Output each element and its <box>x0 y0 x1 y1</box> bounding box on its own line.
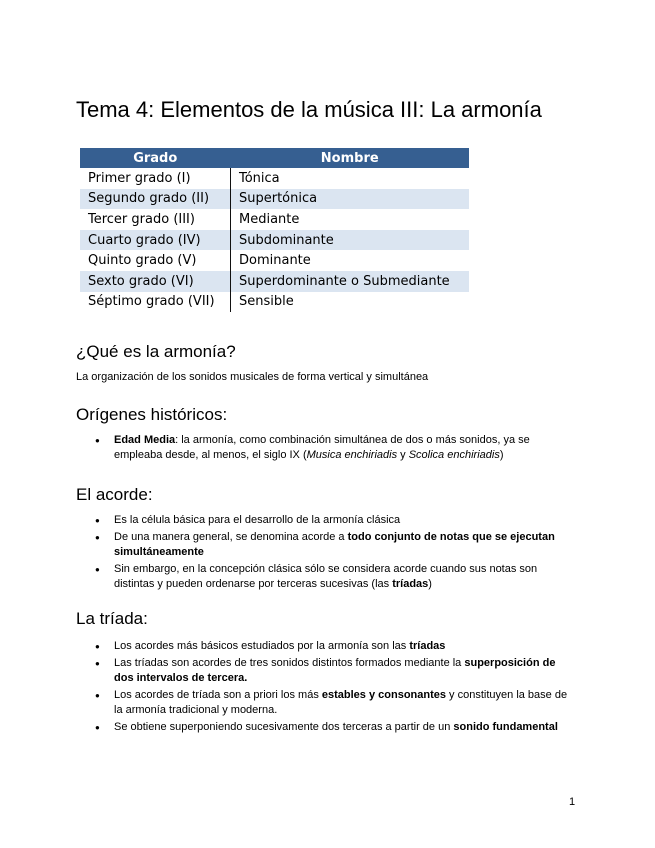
header-grado: Grado <box>80 148 231 168</box>
list-item <box>76 720 576 735</box>
table-row <box>80 230 469 251</box>
que-es-heading: ¿Qué es la armonía? <box>76 342 236 361</box>
text-run: y <box>397 449 409 461</box>
cell-nombre: Tónica <box>239 170 280 186</box>
italic-text: Musica enchiriadis <box>306 449 398 461</box>
cell-nombre: Subdominante <box>231 230 470 251</box>
bold-text: tríadas <box>409 640 446 652</box>
triada-list <box>76 639 576 737</box>
bold-text: todo conjunto de notas que se ejecutan simultáneamente <box>114 531 555 558</box>
cell-grado: Segundo grado (II) <box>80 189 231 210</box>
origenes-list <box>76 433 576 465</box>
text-run: Es la célula básica para el desarrollo de la armonía clásica <box>114 514 401 526</box>
cell-grado: Sexto grado (VI) <box>80 271 231 292</box>
bold-text: tríadas <box>392 578 429 590</box>
list-item <box>76 530 576 560</box>
list-item <box>76 562 576 592</box>
text-run: Los acordes de tríada son a priori los más <box>114 689 322 701</box>
cell-grado: Quinto grado (V) <box>80 250 231 271</box>
bold-text: Edad Media <box>114 434 176 446</box>
list-item <box>76 656 576 686</box>
list-item <box>76 639 576 654</box>
text-run: Se obtiene superponiendo sucesivamente dos terceras a partir de un <box>114 721 454 733</box>
cell-grado: Séptimo grado (VII) <box>80 292 231 313</box>
bold-text: estables y consonantes <box>321 689 446 701</box>
table-row <box>80 292 469 313</box>
cell-nombre: Mediante <box>239 211 300 227</box>
table-row <box>80 209 469 230</box>
table-row <box>80 189 469 210</box>
cell-nombre: Supertónica <box>231 189 470 210</box>
triada-heading: La tríada: <box>76 609 148 628</box>
text-run: Las tríadas son acordes de tres sonidos distintos formados mediante la <box>114 657 465 669</box>
cell-nombre: Superdominante o Submediante <box>231 271 470 292</box>
list-item <box>76 688 576 718</box>
table-row <box>80 250 469 271</box>
list-item <box>76 513 576 528</box>
acorde-heading: El acorde: <box>76 485 153 504</box>
cell-grado: Cuarto grado (IV) <box>80 230 231 251</box>
header-nombre: Nombre <box>231 148 470 168</box>
table-row <box>80 271 469 292</box>
text-run: De una manera general, se denomina acorde a <box>114 531 348 543</box>
italic-text: Scolica enchiriadis <box>408 449 500 461</box>
cell-grado: Primer grado (I) <box>80 168 231 189</box>
page-number: 1 <box>569 796 576 808</box>
text-run: Los acordes más básicos estudiados por la armonía son las <box>114 640 410 652</box>
acorde-list <box>76 513 576 594</box>
bold-text: sonido fundamental <box>453 721 558 733</box>
que-es-text: La organización de los sonidos musicales de forma vertical y simultánea <box>76 371 429 383</box>
table-header-row <box>80 148 469 168</box>
grados-table <box>80 148 469 312</box>
text-run: y constituyen la base de la armonía tradicional y moderna. <box>114 689 568 716</box>
text-run: ) <box>428 578 432 590</box>
text-run: : la armonía, como combinación simultánea de dos o más sonidos, ya se empleaba desde, al menos, el siglo IX ( <box>114 434 530 461</box>
text-run: ) <box>499 449 504 461</box>
origenes-heading: Orígenes históricos: <box>76 405 228 424</box>
cell-nombre: Sensible <box>239 294 294 310</box>
table-row <box>80 168 469 189</box>
list-item <box>76 433 576 463</box>
text-run: Sin embargo, en la concepción clásica sólo se considera acorde cuando sus notas son distintas y pueden ordenarse por terceras sucesivas (las <box>114 563 538 590</box>
cell-grado: Tercer grado (III) <box>80 209 231 230</box>
cell-nombre: Dominante <box>239 253 311 269</box>
page-title: Tema 4: Elementos de la música III: La armonía <box>76 97 542 122</box>
bold-text: superposición de dos intervalos de tercera. <box>114 657 556 684</box>
